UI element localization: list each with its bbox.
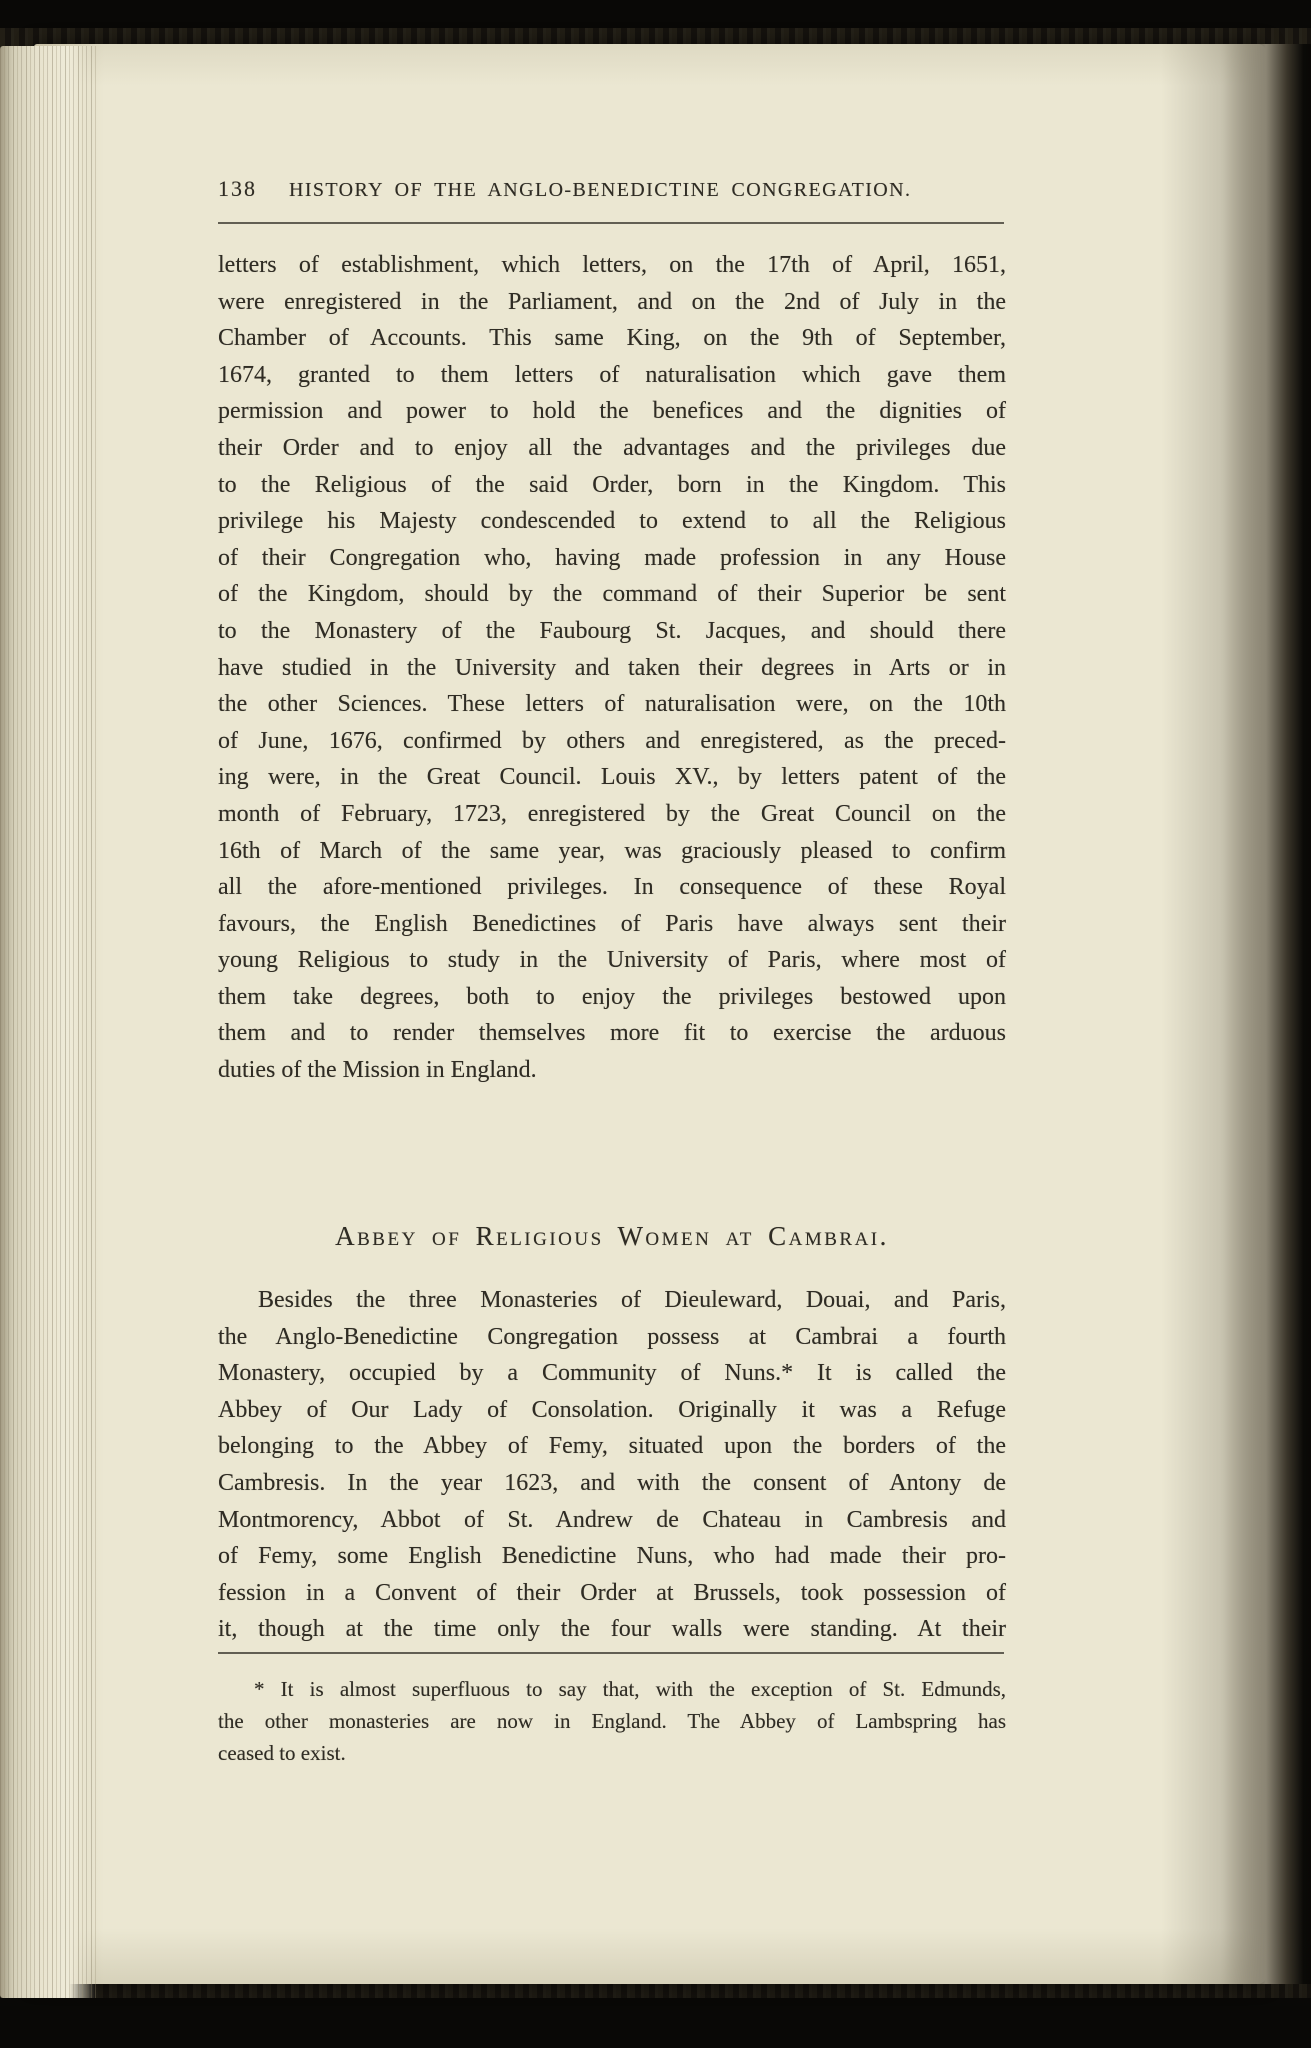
text-line: it, though at the time only the four walls were standing. At their — [218, 1616, 1006, 1643]
text-line: Abbey of Our Lady of Consolation. Originally it was a Refuge — [218, 1396, 1006, 1423]
footnote-rule — [218, 1652, 1004, 1654]
text-line: belonging to the Abbey of Femy, situated upon the borders of the — [218, 1433, 1006, 1460]
text-line: 1674, granted to them letters of naturalisation which gave them — [218, 361, 1006, 388]
text-line: of June, 1676, confirmed by others and enregistered, as the preced- — [218, 727, 1006, 754]
text-line: ceased to exist. — [218, 1740, 346, 1765]
text-line: them take degrees, both to enjoy the privileges bestowed upon — [218, 983, 1006, 1010]
paragraph-1 — [218, 247, 1006, 1089]
text-line: permission and power to hold the benefices and the dignities of — [218, 398, 1006, 425]
page-edge-stack — [0, 46, 96, 1998]
text-line: letters of establishment, which letters, on the 17th of April, 1651, — [218, 252, 1006, 278]
text-line: were enregistered in the Parliament, and on the 2nd of July in the — [218, 288, 1006, 315]
section-heading: Abbey of Religious Women at Cambrai. — [335, 1221, 889, 1251]
text-line: their Order and to enjoy all the advantages and the privileges due — [218, 434, 1006, 461]
text-line: to the Monastery of the Faubourg St. Jacques, and should there — [218, 617, 1006, 644]
text-line: the Anglo-Benedictine Congregation possess at Cambrai a fourth — [218, 1323, 1006, 1350]
text-line: Besides the three Monasteries of Dieuleward, Douai, and Paris, — [258, 1287, 1006, 1313]
text-line: fession in a Convent of their Order at Brussels, took possession of — [218, 1579, 1006, 1606]
text-line: young Religious to study in the University of Paris, where most of — [218, 947, 1006, 974]
text-line: the other Sciences. These letters of naturalisation were, on the 10th — [218, 691, 1006, 718]
text-line: of the Kingdom, should by the command of their Superior be sent — [218, 581, 1006, 608]
text-line: to the Religious of the said Order, born in the Kingdom. This — [218, 471, 1006, 498]
text-line: of Femy, some English Benedictine Nuns, who had made their pro- — [218, 1543, 1006, 1570]
paragraph-2 — [218, 1282, 1006, 1648]
footnote — [218, 1674, 1006, 1769]
page-number: 138 — [218, 176, 257, 201]
text-line: Chamber of Accounts. This same King, on the 9th of September, — [218, 325, 1006, 352]
text-line: all the afore-mentioned privileges. In consequence of these Royal — [218, 874, 1006, 901]
text-line: have studied in the University and taken their degrees in Arts or in — [218, 654, 1006, 681]
text-line: them and to render themselves more fit to exercise the arduous — [218, 1020, 1006, 1047]
text-line: the other monasteries are now in England. The Abbey of Lambspring has — [218, 1708, 1006, 1733]
text-line: 16th of March of the same year, was graciously pleased to confirm — [218, 837, 1006, 864]
text-line: duties of the Mission in England. — [218, 1057, 537, 1084]
text-line: favours, the English Benedictines of Paris have always sent their — [218, 910, 1006, 937]
text-line: * It is almost superfluous to say that, with the exception of St. Edmunds, — [254, 1677, 1006, 1701]
text-line: of their Congregation who, having made profession in any House — [218, 544, 1006, 571]
page-fore-edge-shadow — [1161, 44, 1311, 1984]
text-line: privilege his Majesty condescended to extend to all the Religious — [218, 508, 1006, 535]
text-line: ing were, in the Great Council. Louis XV., by letters patent of the — [218, 764, 1006, 791]
text-line: Cambresis. In the year 1623, and with the consent of Antony de — [218, 1469, 1006, 1496]
text-line: Monastery, occupied by a Community of Nuns.* It is called the — [218, 1360, 1006, 1387]
text-line: Montmorency, Abbot of St. Andrew de Chateau in Cambresis and — [218, 1506, 1006, 1533]
header-rule — [218, 222, 1004, 224]
running-head — [218, 176, 1006, 202]
running-title: HISTORY OF THE ANGLO-BENEDICTINE CONGREGATION. — [289, 179, 912, 201]
text-line: month of February, 1723, enregistered by the Great Council on the — [218, 800, 1006, 827]
